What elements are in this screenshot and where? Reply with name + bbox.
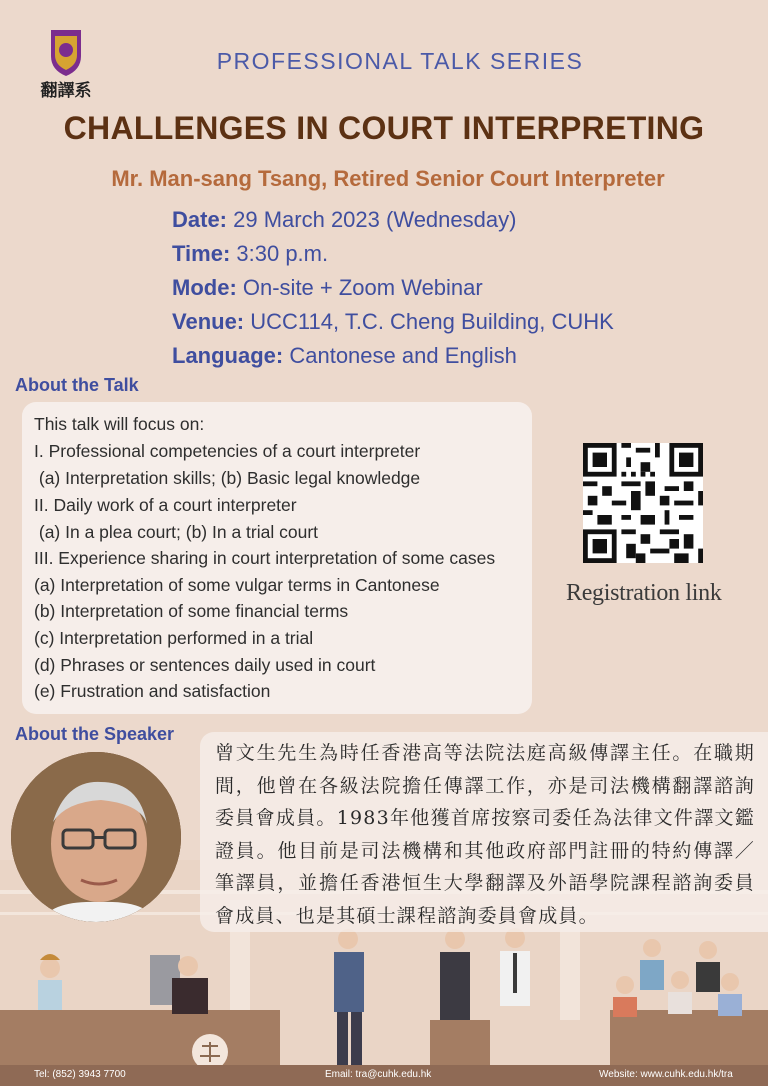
registration-link[interactable]: Registration link — [566, 580, 722, 606]
qr-code-icon — [583, 443, 703, 563]
talk-line: I. Professional competencies of a court interpreter — [34, 441, 421, 461]
registration-qr-code[interactable] — [583, 443, 703, 563]
info-venue: Venue: UCC114, T.C. Cheng Building, CUHK — [172, 309, 614, 334]
talk-line: (d) Phrases or sentences daily used in court — [34, 655, 376, 675]
talk-line: (a) Interpretation skills; (b) Basic legal knowledge — [34, 468, 421, 488]
footer-website[interactable]: Website: www.cuhk.edu.hk/tra — [599, 1069, 733, 1080]
footer-tel: Tel: (852) 3943 7700 — [34, 1069, 126, 1080]
info-language: Language: Cantonese and English — [172, 343, 517, 368]
logo-text: 翻譯系 — [40, 81, 92, 101]
about-talk-heading: About the Talk — [15, 375, 139, 395]
info-date: Date: 29 March 2023 (Wednesday) — [172, 207, 517, 232]
talk-line: (a) In a plea court; (b) In a trial court — [34, 522, 319, 542]
speaker-photo — [11, 752, 181, 922]
speaker-subtitle: Mr. Man-sang Tsang, Retired Senior Court Interpreter — [111, 166, 665, 191]
about-speaker-heading: About the Speaker — [15, 724, 175, 744]
talk-line: (c) Interpretation performed in a trial — [34, 628, 314, 648]
talk-line: III. Experience sharing in court interpretation of some cases — [34, 548, 496, 568]
talk-line: This talk will focus on: — [34, 414, 205, 434]
info-time: Time: 3:30 p.m. — [172, 241, 329, 266]
footer-email[interactable]: Email: tra@cuhk.edu.hk — [325, 1069, 432, 1080]
info-mode: Mode: On-site + Zoom Webinar — [172, 275, 483, 300]
talk-line: (a) Interpretation of some vulgar terms in Cantonese — [34, 575, 440, 595]
talk-line: (e) Frustration and satisfaction — [34, 681, 271, 701]
talk-line: (b) Interpretation of some financial terms — [34, 601, 349, 621]
speaker-portrait-icon — [11, 752, 181, 922]
speaker-bio: 曾文生先生為時任香港高等法院法庭高級傳譯主任。在職期間，他曾在各級法院擔任傳譯工作，亦是司法機構翻譯諮詢委員會成員。1983年他獲首席按察司委任為法律文件譯文鑑證員。他目前是司法機構和其他政府部門註冊的特約傳譯／筆譯員，並擔任香港恒生大學翻譯及外語學院課程諮詢委員會成員、也是其碩士課程諮詢委員會成員。 — [215, 742, 755, 927]
page-title: CHALLENGES IN COURT INTERPRETING — [63, 110, 705, 146]
series-label: PROFESSIONAL TALK SERIES — [216, 48, 584, 74]
talk-line: II. Daily work of a court interpreter — [34, 495, 297, 515]
